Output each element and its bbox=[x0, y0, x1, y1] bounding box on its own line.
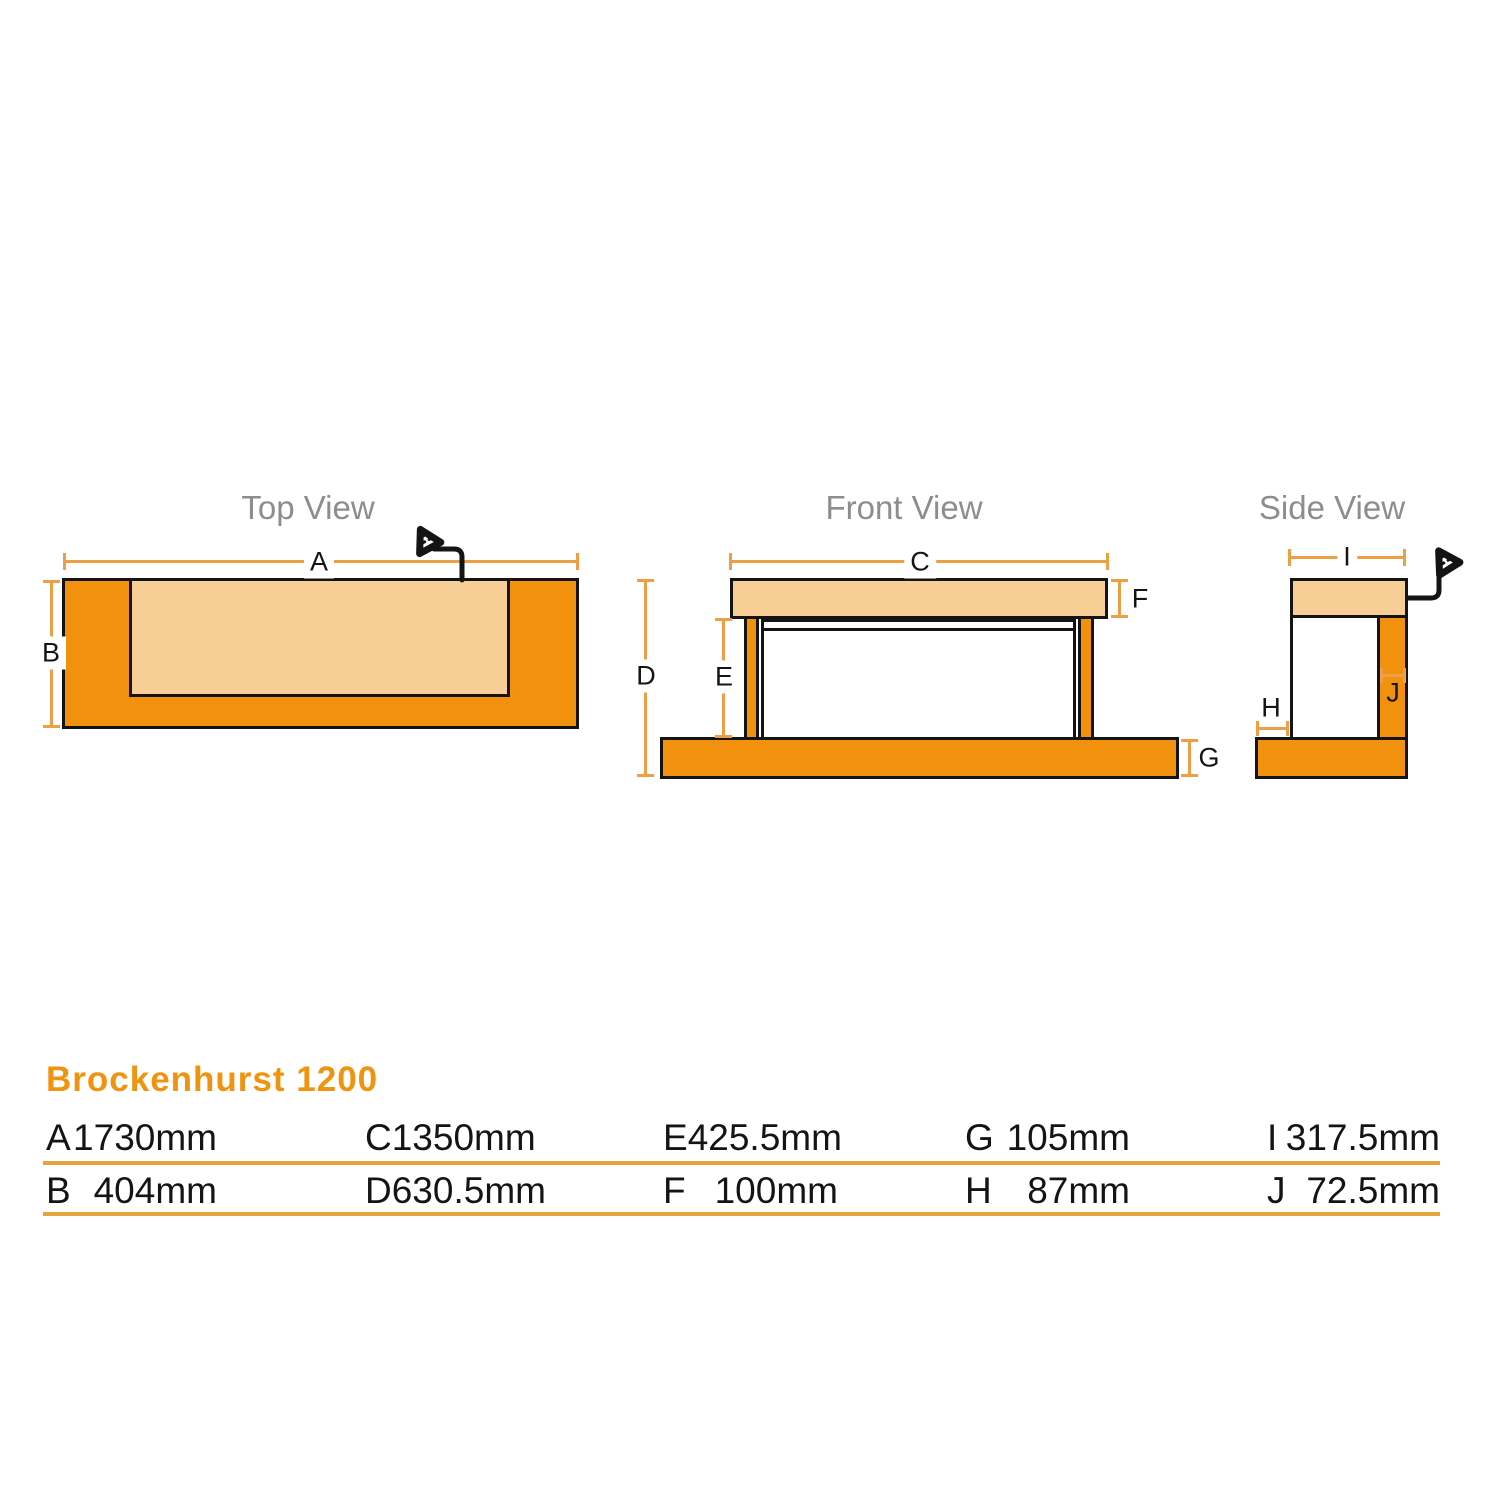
dim-b-label: B bbox=[36, 637, 66, 670]
spec-cell-e bbox=[663, 1117, 842, 1159]
spec-cell-d bbox=[365, 1170, 546, 1212]
dim-j-label: J bbox=[1386, 677, 1400, 708]
power-plug-icon bbox=[403, 516, 478, 591]
front-inner-frame-top2 bbox=[763, 628, 1076, 631]
dim-f-line bbox=[1118, 579, 1121, 618]
spec-cell-f bbox=[663, 1170, 838, 1212]
front-left-leg bbox=[744, 614, 759, 740]
table-rule-1 bbox=[43, 1161, 1440, 1165]
spec-cell-j bbox=[1267, 1170, 1440, 1212]
dim-i-tick-left bbox=[1288, 549, 1291, 566]
spec-letter: C bbox=[365, 1117, 392, 1158]
dim-g-label: G bbox=[1198, 742, 1220, 773]
spec-cell-b bbox=[46, 1170, 217, 1212]
dim-h-tick-right bbox=[1286, 721, 1289, 736]
dim-i-label: I bbox=[1337, 541, 1357, 574]
dim-b-tick-bottom bbox=[43, 725, 60, 728]
dim-h-line bbox=[1256, 727, 1289, 730]
dim-e-tick-bottom bbox=[715, 735, 732, 738]
dim-g-tick-bottom bbox=[1181, 774, 1198, 777]
dim-d-tick-top bbox=[637, 579, 654, 582]
spec-value: 72.5mm bbox=[1306, 1170, 1440, 1211]
dim-h-tick-left bbox=[1256, 721, 1259, 736]
dim-a-tick-left bbox=[63, 553, 66, 570]
spec-letter: F bbox=[663, 1170, 686, 1211]
dim-f-label: F bbox=[1131, 583, 1149, 614]
spec-value: 630.5mm bbox=[391, 1170, 546, 1211]
front-inner-frame-top1 bbox=[763, 619, 1076, 622]
dim-c-label: C bbox=[904, 546, 936, 579]
dim-e-tick-top bbox=[715, 618, 732, 621]
spec-value: 87mm bbox=[1027, 1170, 1130, 1211]
front-view-title: Front View bbox=[825, 489, 983, 526]
dim-b-tick-top bbox=[43, 580, 60, 583]
spec-letter: J bbox=[1267, 1170, 1286, 1211]
spec-cell-h bbox=[965, 1170, 1130, 1212]
spec-letter: G bbox=[965, 1117, 994, 1158]
front-shelf bbox=[730, 578, 1108, 619]
spec-cell-g bbox=[965, 1117, 1130, 1159]
spec-value: 1730mm bbox=[73, 1117, 217, 1158]
dim-j-tick-right bbox=[1403, 668, 1406, 683]
side-view-title: Side View bbox=[1258, 489, 1406, 526]
front-inner-frame-left bbox=[761, 616, 764, 738]
front-inner-frame-right bbox=[1073, 616, 1076, 738]
top-view-title: Top View bbox=[241, 489, 375, 526]
dim-a-label: A bbox=[304, 546, 334, 579]
power-plug-icon bbox=[1398, 533, 1473, 608]
product-title: Brockenhurst 1200 bbox=[46, 1060, 379, 1099]
spec-cell-a bbox=[46, 1117, 217, 1159]
spec-letter: I bbox=[1267, 1117, 1278, 1158]
spec-value: 425.5mm bbox=[687, 1117, 842, 1158]
spec-value: 105mm bbox=[1006, 1117, 1130, 1158]
spec-value: 317.5mm bbox=[1285, 1117, 1440, 1158]
spec-letter: E bbox=[663, 1117, 688, 1158]
dim-a-tick-right bbox=[576, 553, 579, 570]
spec-letter: D bbox=[365, 1170, 392, 1211]
spec-letter: A bbox=[46, 1117, 71, 1158]
dim-c-tick-right bbox=[1106, 553, 1109, 570]
side-shelf bbox=[1290, 578, 1408, 618]
front-right-leg bbox=[1078, 614, 1094, 740]
dim-c-tick-left bbox=[729, 553, 732, 570]
spec-letter: H bbox=[965, 1170, 992, 1211]
spec-value: 1350mm bbox=[391, 1117, 536, 1158]
dim-e-label: E bbox=[709, 661, 739, 694]
spec-cell-i bbox=[1267, 1117, 1440, 1159]
side-hearth bbox=[1255, 737, 1408, 779]
top-view-recess bbox=[129, 578, 510, 697]
spec-cell-c bbox=[365, 1117, 536, 1159]
spec-letter: B bbox=[46, 1170, 71, 1211]
dim-h-label: H bbox=[1261, 692, 1281, 723]
dim-d-label: D bbox=[630, 660, 662, 693]
dim-j-tick-left bbox=[1380, 668, 1383, 683]
dim-g-tick-top bbox=[1181, 739, 1198, 742]
dim-f-tick-bottom bbox=[1111, 615, 1128, 618]
spec-value: 404mm bbox=[93, 1170, 217, 1211]
spec-value: 100mm bbox=[714, 1170, 838, 1211]
table-rule-2 bbox=[43, 1212, 1440, 1216]
dim-d-tick-bottom bbox=[637, 774, 654, 777]
dim-f-tick-top bbox=[1111, 579, 1128, 582]
front-hearth bbox=[660, 737, 1179, 779]
dim-g-line bbox=[1188, 739, 1191, 777]
